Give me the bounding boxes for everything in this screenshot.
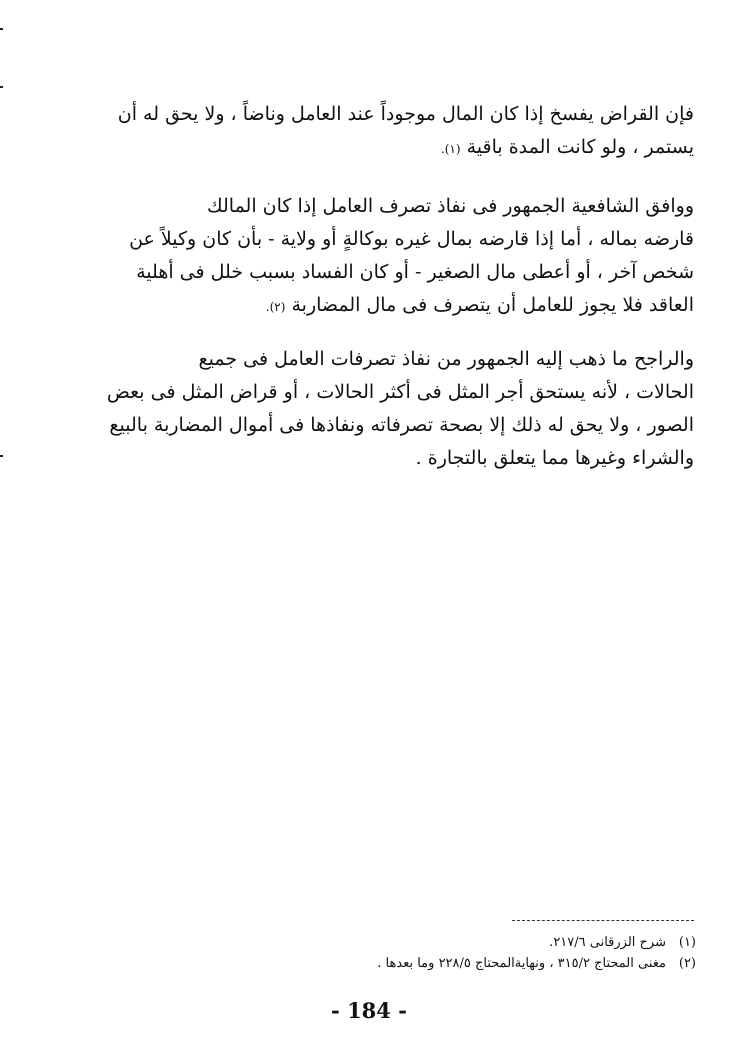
scan-margin-mark xyxy=(0,86,3,88)
footnote-text: شرح الزرقانى ٢١٧/٦. xyxy=(549,935,666,950)
paragraph-line: شخص آخر ، أو أعطى مال الصغير - أو كان الفساد بسبب خلل فى أهلية xyxy=(136,261,694,283)
paragraph-line-text: يستمر ، ولو كانت المدة باقية xyxy=(466,136,694,158)
footnote-reference: (١). xyxy=(440,142,461,156)
paragraph-line: ووافق الشافعية الجمهور فى نفاذ تصرف العامل إذا كان المالك xyxy=(206,195,694,217)
scan-margin-mark xyxy=(0,455,3,457)
footnotes xyxy=(320,932,696,974)
paragraph-dissolution xyxy=(80,98,694,166)
paragraph-line: الحالات ، لأنه يستحق أجر المثل فى أكثر الحالات ، أو قراض المثل فى بعض xyxy=(106,381,694,403)
footnote-item xyxy=(320,932,696,953)
paragraph-line: والراجح ما ذهب إليه الجمهور من نفاذ تصرفات العامل فى جميع xyxy=(198,348,694,370)
footnote-number: (١) xyxy=(678,935,696,950)
paragraph-line-text: العاقد فلا يجوز للعامل أن يتصرف فى مال المضاربة xyxy=(291,294,694,316)
paragraph-line: والشراء وغيرها مما يتعلق بالتجارة . xyxy=(415,447,694,469)
paragraph-line xyxy=(80,289,694,324)
footnote-separator xyxy=(512,920,694,921)
footnote-number: (٢) xyxy=(678,956,696,971)
footnote-item xyxy=(320,953,696,974)
paragraph-shafii-view xyxy=(80,190,694,324)
paragraph-line: الصور ، ولا يحق له ذلك إلا بصحة تصرفاته ونفاذها فى أموال المضاربة بالبيع xyxy=(109,414,694,436)
paragraph-line: قارضه بماله ، أما إذا قارضه بمال غيره بوكالةٍ أو ولاية - بأن كان وكيلاً عن xyxy=(129,228,694,250)
paragraph-preferred-opinion xyxy=(80,343,694,475)
footnote-reference: (٢). xyxy=(265,300,286,314)
paragraph-line xyxy=(80,131,694,166)
paragraph-line: فإن القراض يفسخ إذا كان المال موجوداً عند العامل وناضاً ، ولا يحق له أن xyxy=(117,103,694,125)
scan-margin-mark xyxy=(0,28,3,30)
footnote-text: مغنى المحتاج ٣١٥/٢ ، ونهايةالمحتاج ٢٢٨/٥ وما بعدها . xyxy=(377,956,666,971)
page-number: - 184 - xyxy=(331,998,407,1023)
